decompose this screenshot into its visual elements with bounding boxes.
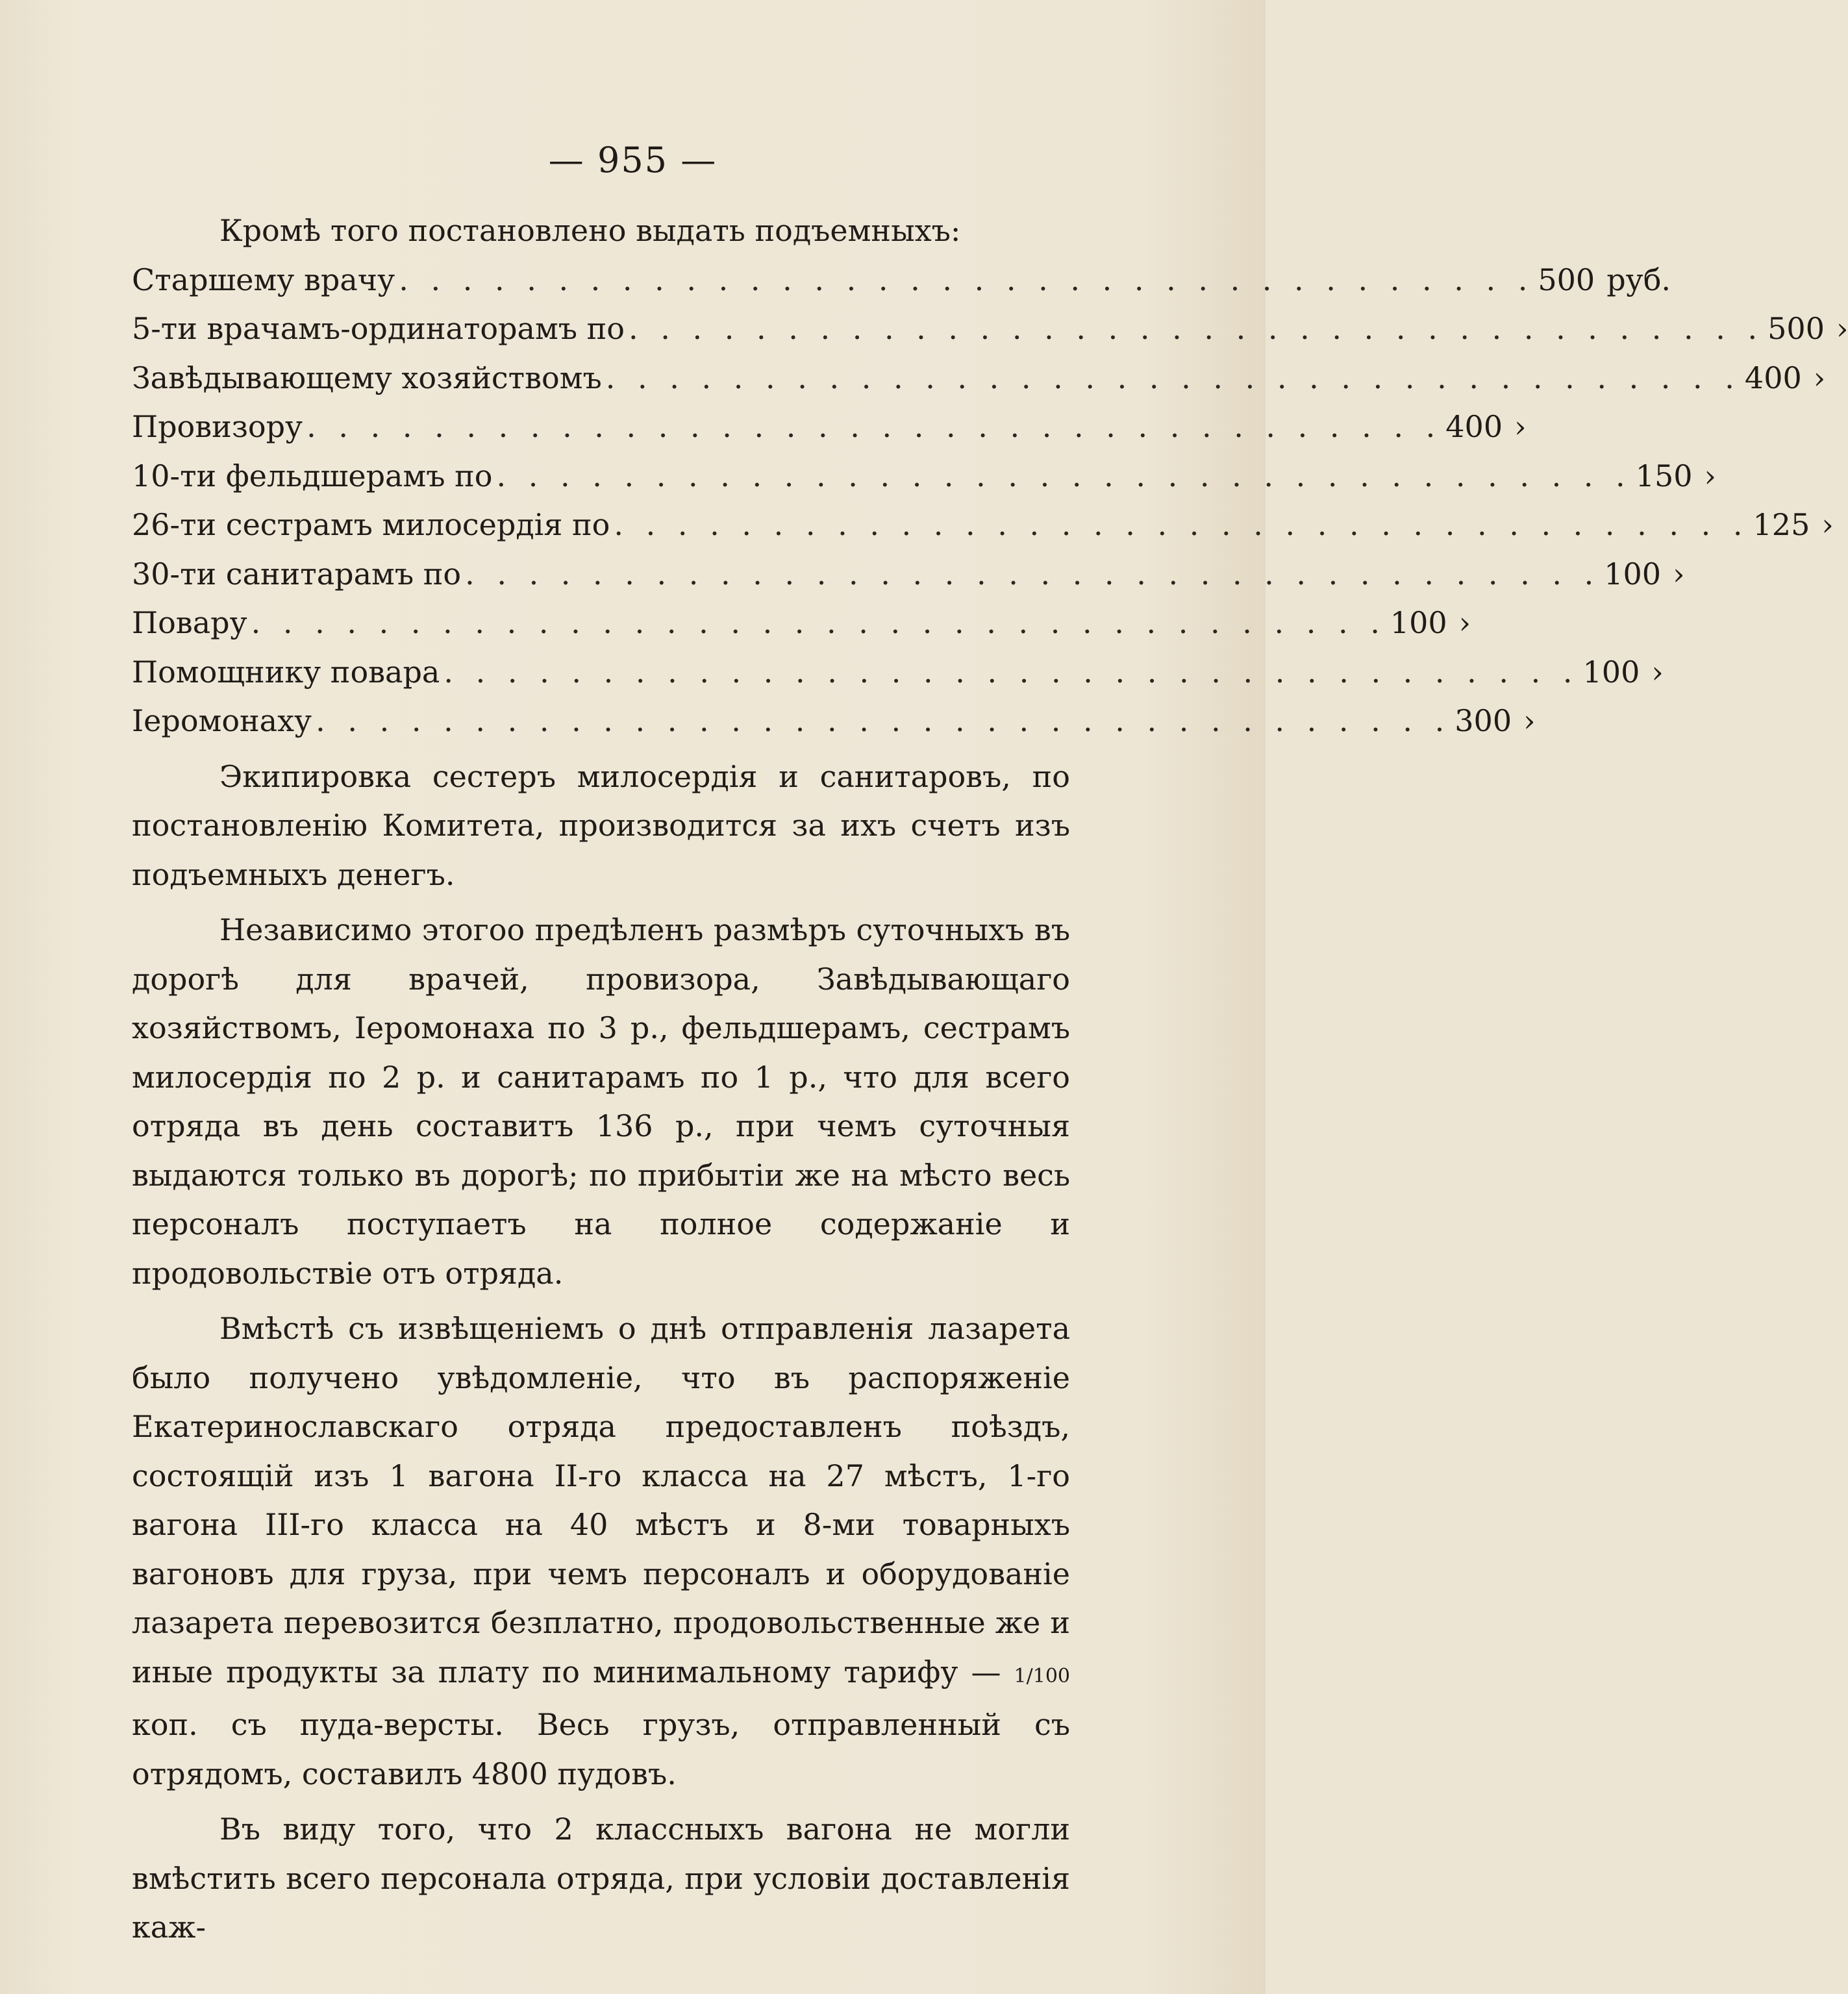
list-item bbox=[132, 501, 1834, 550]
list-item bbox=[132, 648, 1664, 697]
allowance-name: Іеромонаху bbox=[132, 703, 312, 738]
allowance-unit: › bbox=[1458, 605, 1471, 640]
intro-line: Кромѣ того постановлено выдать подъемныхъ: bbox=[219, 213, 961, 248]
allowance-amount: 500 bbox=[1538, 262, 1595, 297]
allowance-amount: 150 bbox=[1635, 458, 1693, 493]
allowance-amount: 100 bbox=[1582, 654, 1640, 690]
allowance-amount: 400 bbox=[1445, 409, 1503, 444]
leader-dots: . . . . . . . . . . . . . . . . . . . . . . . . . . . . . . . . . . . . bbox=[465, 556, 1601, 592]
list-item bbox=[132, 305, 1848, 354]
page-number: — 955 — bbox=[548, 140, 718, 181]
list-item bbox=[132, 354, 1826, 403]
leader-dots: . . . . . . . . . . . . . . . . . . . . . . . . . . . . . . . . . . . . bbox=[605, 360, 1741, 395]
text-body bbox=[132, 206, 1848, 1952]
allowance-unit: › bbox=[1704, 458, 1716, 493]
allowance-list bbox=[132, 256, 1848, 746]
allowance-unit: › bbox=[1514, 409, 1527, 444]
allowance-name: 5-ти врачамъ-ординаторамъ по bbox=[132, 311, 625, 346]
allowance-unit: руб. bbox=[1606, 262, 1671, 297]
allowance-name: Повару bbox=[132, 605, 247, 640]
allowance-name: Провизору bbox=[132, 409, 303, 444]
list-item bbox=[132, 452, 1716, 501]
leader-dots: . . . . . . . . . . . . . . . . . . . . . . . . . . . . . . . . . . . . bbox=[399, 262, 1534, 297]
paragraph-carriages: Въ виду того, что 2 классныхъ вагона не могли вмѣстить всего персонала отряда, при условіи доставленія каж- bbox=[132, 1812, 1070, 1945]
paragraph-equipment: Экипировка сестеръ милосердія и санитаровъ, по постановленію Комитета, производится за ихъ счетъ изъ подъемныхъ денегъ. bbox=[132, 758, 1070, 892]
allowance-unit: › bbox=[1651, 654, 1664, 690]
paragraph-train-text-a: Вмѣстѣ съ извѣщеніемъ о днѣ отправленія лазарета было получено увѣдомленіе, что въ распоряженіе Екатеринославскаго отряда предоставленъ поѣздъ, состоящій изъ 1 вагона II-го класса на 27 мѣстъ, 1-го вагона III-го класса на 40 мѣстъ и 8-ми товарныхъ вагоновъ для груза, при чемъ персоналъ и оборудованіе лазарета перевозится безплатно, продовольственные же и иные продукты за плату по минимальному тарифу — bbox=[132, 1311, 1070, 1689]
allowance-amount: 125 bbox=[1753, 507, 1810, 542]
leader-dots: . . . . . . . . . . . . . . . . . . . . . . . . . . . . . . . . . . . . bbox=[316, 703, 1451, 738]
paragraph-daily-allowance: Независимо этогоо предѣленъ размѣръ суточныхъ въ дорогѣ для врачей, провизора, Завѣдывающаго хозяйствомъ, Іеромонаха по 3 р., фельдшерамъ, сестрамъ милосердія по 2 р. и санитарамъ по 1 р., что для всего отряда въ день составитъ 136 р., при чемъ суточныя выдаются только въ дорогѣ; по прибытіи же на мѣсто весь персоналъ поступаетъ на полное содержаніе и продовольствіе отъ отряда. bbox=[132, 912, 1070, 1291]
tariff-fraction: 1/100 bbox=[1014, 1664, 1070, 1688]
list-item bbox=[132, 256, 1671, 305]
allowance-amount: 100 bbox=[1390, 605, 1447, 640]
leader-dots: . . . . . . . . . . . . . . . . . . . . . . . . . . . . . . . . . . . . bbox=[306, 409, 1442, 444]
allowance-unit: › bbox=[1836, 311, 1848, 346]
list-item bbox=[132, 697, 1536, 746]
allowance-name: Завѣдывающему хозяйствомъ bbox=[132, 360, 602, 395]
allowance-unit: › bbox=[1673, 556, 1685, 592]
paragraph-train-text-b: коп. съ пуда-версты. Весь грузъ, отправленный съ отрядомъ, составилъ 4800 пудовъ. bbox=[132, 1707, 1070, 1791]
allowance-name: 26-ти сестрамъ милосердія по bbox=[132, 507, 610, 542]
allowance-amount: 100 bbox=[1604, 556, 1662, 592]
list-item bbox=[132, 403, 1527, 452]
allowance-unit: › bbox=[1813, 360, 1826, 395]
leader-dots: . . . . . . . . . . . . . . . . . . . . . . . . . . . . . . . . . . . . bbox=[496, 458, 1632, 493]
allowance-unit: › bbox=[1523, 703, 1536, 738]
allowance-amount: 400 bbox=[1744, 360, 1802, 395]
allowance-name: 30-ти санитарамъ по bbox=[132, 556, 462, 592]
leader-dots: . . . . . . . . . . . . . . . . . . . . . . . . . . . . . . . . . . . . bbox=[251, 605, 1386, 640]
list-item bbox=[132, 599, 1471, 648]
leader-dots: . . . . . . . . . . . . . . . . . . . . . . . . . . . . . . . . . . . . bbox=[443, 654, 1579, 690]
list-item bbox=[132, 550, 1685, 599]
allowance-amount: 500 bbox=[1767, 311, 1825, 346]
allowance-unit: › bbox=[1821, 507, 1834, 542]
leader-dots: . . . . . . . . . . . . . . . . . . . . . . . . . . . . . . . . . . . . bbox=[614, 507, 1749, 542]
allowance-name: 10-ти фельдшерамъ по bbox=[132, 458, 493, 493]
allowance-name: Помощнику повара bbox=[132, 654, 440, 690]
paragraph-train bbox=[132, 1304, 1070, 1799]
allowance-amount: 300 bbox=[1455, 703, 1512, 738]
leader-dots: . . . . . . . . . . . . . . . . . . . . . . . . . . . . . . . . . . . . bbox=[628, 311, 1764, 346]
allowance-name: Старшему врачу bbox=[132, 262, 395, 297]
